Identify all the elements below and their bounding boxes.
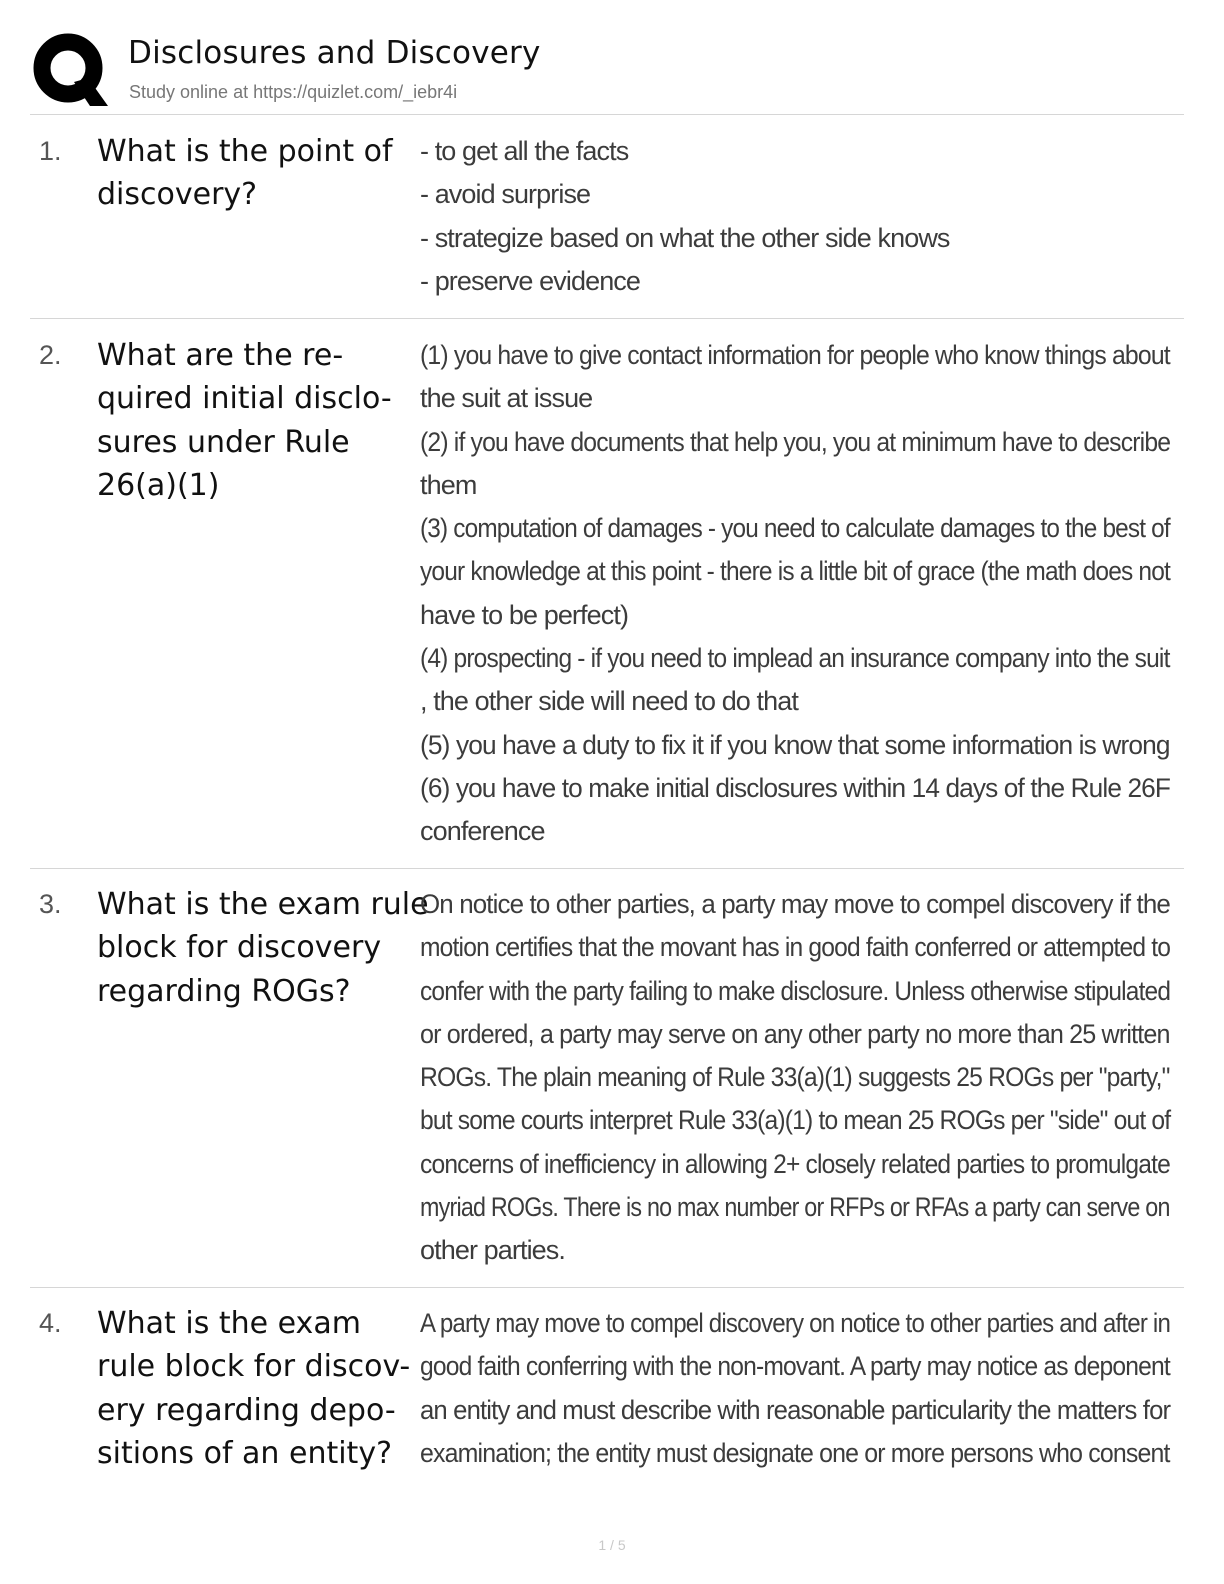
page-number: 1 / 5 <box>598 1537 626 1553</box>
definition-line: - to get all the facts <box>420 136 629 166</box>
definition-line: (6) you have to make initial disclosures within 14 days of the Rule 26F <box>420 772 1171 803</box>
definition-line: conference <box>420 816 545 847</box>
term-line: block for discovery <box>97 930 382 966</box>
card-number: 2. <box>39 340 62 370</box>
card-term <box>97 130 417 217</box>
card-number: 1. <box>39 136 62 166</box>
page-title: Disclosures and Discovery <box>128 35 541 71</box>
definition-line: have to be perfect) <box>420 599 629 630</box>
definition-line: other parties. <box>420 1235 565 1266</box>
definition-line: , the other side will need to do that <box>420 686 798 717</box>
flashcard-2 <box>30 334 1184 869</box>
card-term <box>97 1302 417 1475</box>
card-definition <box>420 1302 1170 1475</box>
definition-line: examination; the entity must designate one or more persons who consent <box>420 1437 1170 1468</box>
card-definition <box>420 334 1170 854</box>
flashcard-4 <box>30 1302 1184 1482</box>
definition-line: (1) you have to give contact information for people who know things about <box>420 340 1170 370</box>
definition-line: (5) you have a duty to fix it if you know that some information is wrong <box>420 729 1170 760</box>
definition-line: them <box>420 469 477 500</box>
card-definition <box>420 883 1170 1273</box>
definition-line: your knowledge at this point - there is a little bit of grace (the math does not <box>420 556 1171 587</box>
term-line: rule block for discov- <box>97 1349 411 1385</box>
card-term <box>97 334 417 507</box>
term-line: What are the re- <box>97 338 344 373</box>
quizlet-logo-icon <box>30 30 110 110</box>
page-header <box>30 30 1184 115</box>
definition-line: ROGs. The plain meaning of Rule 33(a)(1) suggests 25 ROGs per "party," <box>420 1062 1170 1093</box>
definition-line: - strategize based on what the other side knows <box>420 222 950 253</box>
card-number: 3. <box>39 889 62 919</box>
definition-line: On notice to other parties, a party may move to compel discovery if the <box>420 889 1170 919</box>
definition-line: concerns of inefficiency in allowing 2+ closely related parties to promulgate <box>420 1148 1170 1179</box>
flashcard-1 <box>30 130 1184 319</box>
term-line: What is the exam <box>97 1306 361 1341</box>
term-line: quired initial disclo- <box>97 381 392 417</box>
card-number: 4. <box>39 1308 62 1338</box>
card-definition <box>420 130 1170 303</box>
definition-line: myriad ROGs. There is no max number or RFPs or RFAs a party can serve on <box>420 1192 1170 1223</box>
definition-line: A party may move to compel discovery on notice to other parties and after in <box>420 1308 1171 1338</box>
definition-line: an entity and must describe with reasonable particularity the matters for <box>420 1394 1171 1425</box>
definition-line: (3) computation of damages - you need to calculate damages to the best of <box>420 513 1170 544</box>
term-line: regarding ROGs? <box>97 973 351 1009</box>
card-term <box>97 883 429 1013</box>
definition-line: motion certifies that the movant has in good faith conferred or attempted to <box>420 932 1171 963</box>
term-line: ery regarding depo- <box>97 1392 396 1428</box>
term-line: What is the point of <box>97 134 393 169</box>
definition-line: good faith conferring with the non-movant. A party may notice as deponent <box>420 1351 1170 1382</box>
term-line: sitions of an entity? <box>97 1435 392 1471</box>
definition-line: - avoid surprise <box>420 179 591 210</box>
term-line: sures under Rule <box>97 424 350 460</box>
definition-line: (4) prospecting - if you need to implead an insurance company into the suit <box>420 643 1170 674</box>
definition-line: confer with the party failing to make disclosure. Unless otherwise stipulated <box>420 975 1171 1006</box>
flashcard-3 <box>30 883 1184 1288</box>
definition-line: the suit at issue <box>420 383 593 414</box>
definition-line: or ordered, a party may serve on any other party no more than 25 written <box>420 1018 1170 1049</box>
term-line: discovery? <box>97 177 258 213</box>
study-online-link-text: Study online at https://quizlet.com/_iebr4i <box>129 82 458 102</box>
term-line: What is the exam rule <box>97 887 429 922</box>
definition-line: - preserve evidence <box>420 265 641 296</box>
definition-line: but some courts interpret Rule 33(a)(1) to mean 25 ROGs per "side" out of <box>420 1105 1171 1136</box>
term-line: 26(a)(1) <box>97 467 220 503</box>
definition-line: (2) if you have documents that help you, you at minimum have to describe <box>420 426 1171 457</box>
